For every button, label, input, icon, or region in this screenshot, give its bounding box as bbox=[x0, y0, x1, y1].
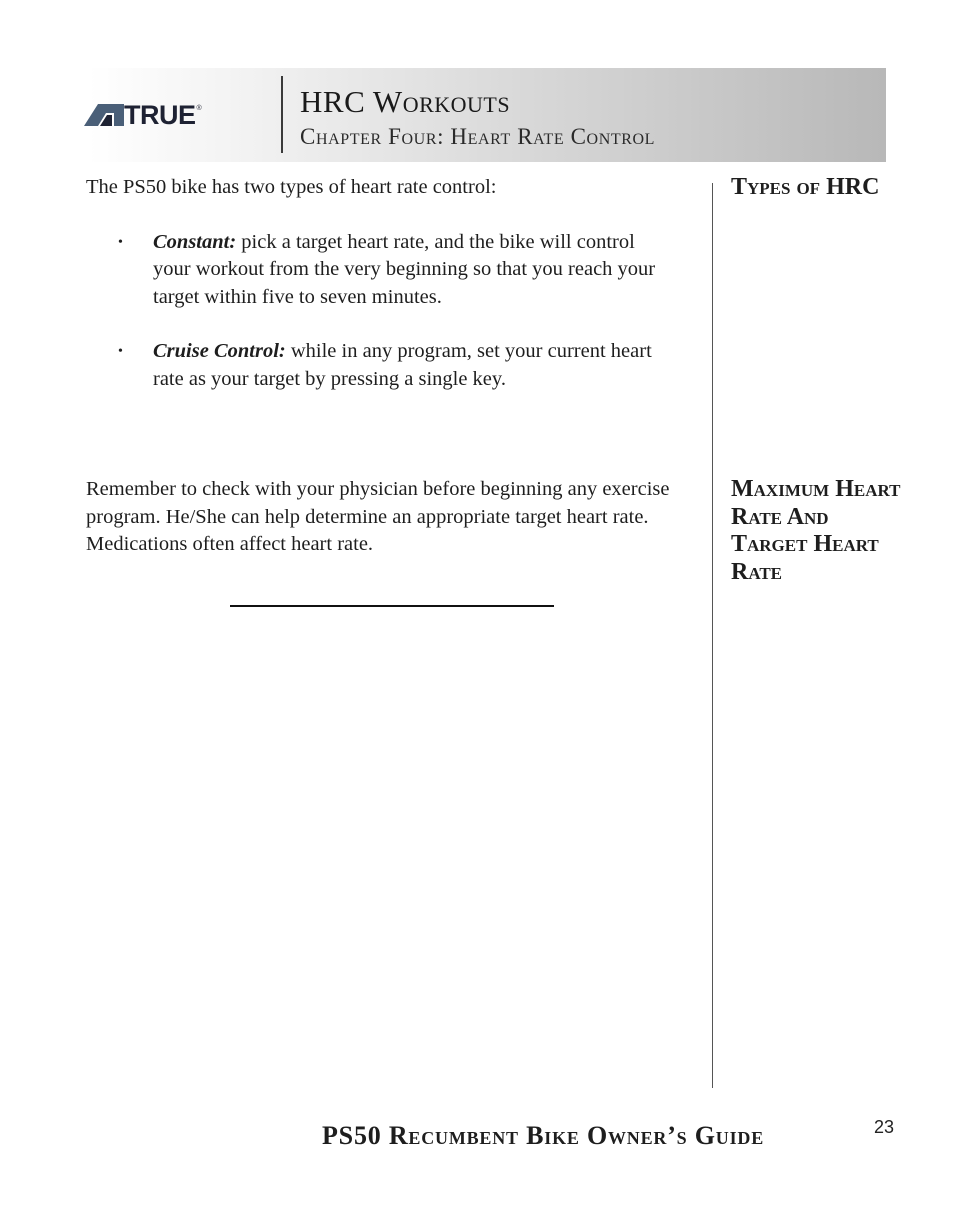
sidebar-heading-max-heart-rate: Maximum Heart Rate And Target Heart Rate bbox=[731, 476, 901, 585]
horizontal-rule bbox=[230, 605, 554, 607]
list-item bbox=[86, 338, 673, 393]
true-logo bbox=[84, 100, 202, 130]
bullet-marker: • bbox=[118, 234, 123, 250]
header-divider bbox=[281, 76, 283, 153]
main-content bbox=[86, 174, 686, 420]
page-number: 23 bbox=[874, 1117, 895, 1137]
hrc-types-list bbox=[86, 229, 686, 394]
sidebar-heading-types-of-hrc: Types of HRC bbox=[731, 174, 880, 200]
footer-guide-title: PS50 Recumbent Bike Owner’s Guide bbox=[322, 1121, 765, 1150]
sidebar-divider bbox=[712, 183, 713, 1088]
intro-paragraph: The PS50 bike has two types of heart rate control: bbox=[86, 176, 497, 198]
true-logo-mark-icon bbox=[84, 104, 124, 126]
bullet-term: Constant: bbox=[153, 230, 237, 253]
bullet-marker: • bbox=[118, 344, 123, 359]
list-item bbox=[86, 229, 673, 312]
chapter-subtitle: Chapter Four: Heart Rate Control bbox=[300, 124, 656, 149]
bullet-text: pick a target heart rate, and the bike will control your workout from the very beginning so that you reach your target within five to seven minutes. bbox=[153, 230, 656, 308]
logo-registered-mark: ® bbox=[196, 105, 202, 112]
bullet-text: while in any program, set your current heart rate as your target by pressing a single key. bbox=[153, 340, 652, 390]
bullet-term: Cruise Control: bbox=[153, 340, 286, 362]
reminder-paragraph: Remember to check with your physician before beginning any exercise program. He/She can help determine an appropriate target heart rate. Medications often affect heart rate. bbox=[86, 478, 670, 555]
page-title: HRC Workouts bbox=[300, 84, 511, 119]
logo-text: TRUE bbox=[124, 100, 196, 130]
